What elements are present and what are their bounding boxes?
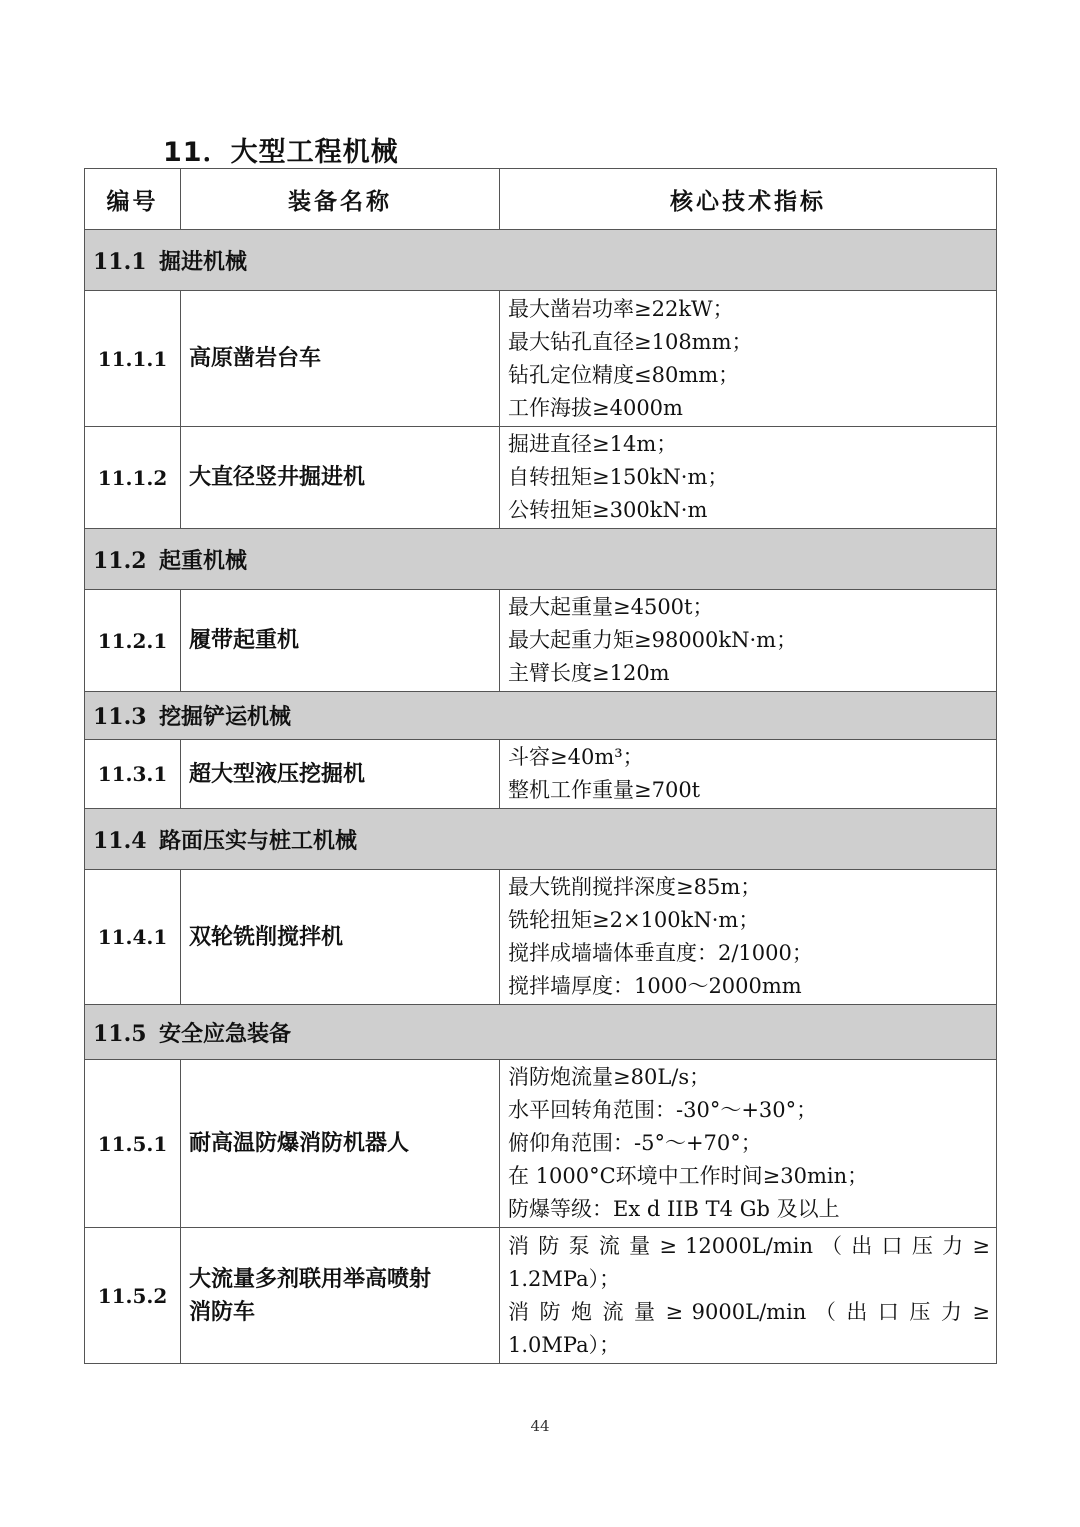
item-name-line: 大流量多剂联用举高喷射 [189,1266,432,1292]
spec-line: 最大钻孔直径≥108mm； [508,329,753,354]
item-name: 履带起重机 [181,590,500,692]
spec-line: 整机工作重量≥700t [508,778,701,802]
section-row [85,529,997,590]
table-row [85,870,997,1005]
header-number: 编号 [85,169,181,230]
section-number: 11.4 [93,827,147,854]
item-specs [500,1228,997,1364]
table-row [85,1228,997,1364]
section-number: 11.5 [93,1020,147,1047]
item-number: 11.1.2 [85,427,181,529]
item-number: 11.4.1 [85,870,181,1005]
spec-line: 公转扭矩≥300kN·m [508,498,708,522]
spec-line: 消防炮流量≥80L/s； [508,1065,711,1089]
page-number: 44 [530,1417,550,1435]
spec-line: 水平回转角范围：-30°～+30°； [508,1098,818,1122]
spec-line-continued: 1.0MPa）； [508,1332,621,1357]
section-row [85,692,997,740]
section-number: 11.1 [93,248,147,275]
item-name: 耐高温防爆消防机器人 [181,1060,500,1228]
section-number: 11.3 [93,704,147,730]
spec-line: 防爆等级：Ex d IIB T4 Gb 及以上 [508,1197,840,1221]
item-name: 高原凿岩台车 [181,291,500,427]
section-name: 掘进机械 [159,249,248,275]
header-name: 装备名称 [181,169,500,230]
section-row [85,230,997,291]
header-specs: 核心技术指标 [500,169,997,230]
page-title: 11．大型工程机械 [163,137,399,168]
section-heading [85,529,997,590]
spec-line: 最大起重力矩≥98000kN·m； [508,628,798,652]
spec-line: 工作海拔≥4000m [508,395,683,420]
item-number: 11.5.1 [85,1060,181,1228]
spec-line: 斗容≥40m³； [508,745,644,769]
item-name-line: 消防车 [189,1299,256,1325]
spec-line: 掘进直径≥14m； [508,432,678,456]
section-heading [85,692,997,740]
spec-line: 消 防 泵 流 量 ≥ 12000L/min （ 出 口 压 力 ≥ [508,1233,990,1258]
spec-line: 最大凿岩功率≥22kW； [508,296,734,321]
section-name: 起重机械 [159,548,248,574]
table-row [85,291,997,427]
section-name: 挖掘铲运机械 [159,705,292,730]
table-row [85,1060,997,1228]
section-heading [85,230,997,291]
table-row [85,740,997,809]
item-name [181,1228,500,1364]
spec-line: 俯仰角范围：-5°～+70°； [508,1131,762,1155]
spec-line: 自转扭矩≥150kN·m； [508,465,729,489]
item-name: 超大型液压挖掘机 [181,740,500,809]
spec-line: 在 1000°C环境中工作时间≥30min； [508,1164,869,1188]
spec-line: 搅拌成墙墙体垂直度：2/1000； [508,941,813,965]
spec-line: 主臂长度≥120m [508,661,670,685]
section-row [85,809,997,870]
item-specs [500,740,997,809]
section-number: 11.2 [93,547,147,574]
section-heading [85,809,997,870]
spec-line: 最大起重量≥4500t； [508,595,714,619]
spec-line: 搅拌墙厚度：1000～2000mm [508,974,802,998]
item-number: 11.1.1 [85,291,181,427]
item-specs [500,427,997,529]
item-specs [500,870,997,1005]
section-name: 路面压实与桩工机械 [159,828,358,854]
table-header-row [85,169,997,230]
item-number: 11.3.1 [85,740,181,809]
equipment-spec-table [84,168,997,1364]
section-heading [85,1005,997,1060]
spec-line: 铣轮扭矩≥2×100kN·m； [508,908,760,932]
spec-line: 最大铣削搅拌深度≥85m； [508,875,762,899]
section-row [85,1005,997,1060]
item-name: 大直径竖井掘进机 [181,427,500,529]
table-row [85,590,997,692]
item-specs [500,291,997,427]
item-specs [500,590,997,692]
spec-line: 消 防 炮 流 量 ≥ 9000L/min （ 出 口 压 力 ≥ [508,1299,990,1324]
spec-line: 钻孔定位精度≤80mm； [508,362,740,387]
item-specs [500,1060,997,1228]
item-name: 双轮铣削搅拌机 [181,870,500,1005]
section-name: 安全应急装备 [159,1021,292,1047]
table-row [85,427,997,529]
spec-line-continued: 1.2MPa）； [508,1266,621,1291]
item-number: 11.2.1 [85,590,181,692]
item-number: 11.5.2 [85,1228,181,1364]
